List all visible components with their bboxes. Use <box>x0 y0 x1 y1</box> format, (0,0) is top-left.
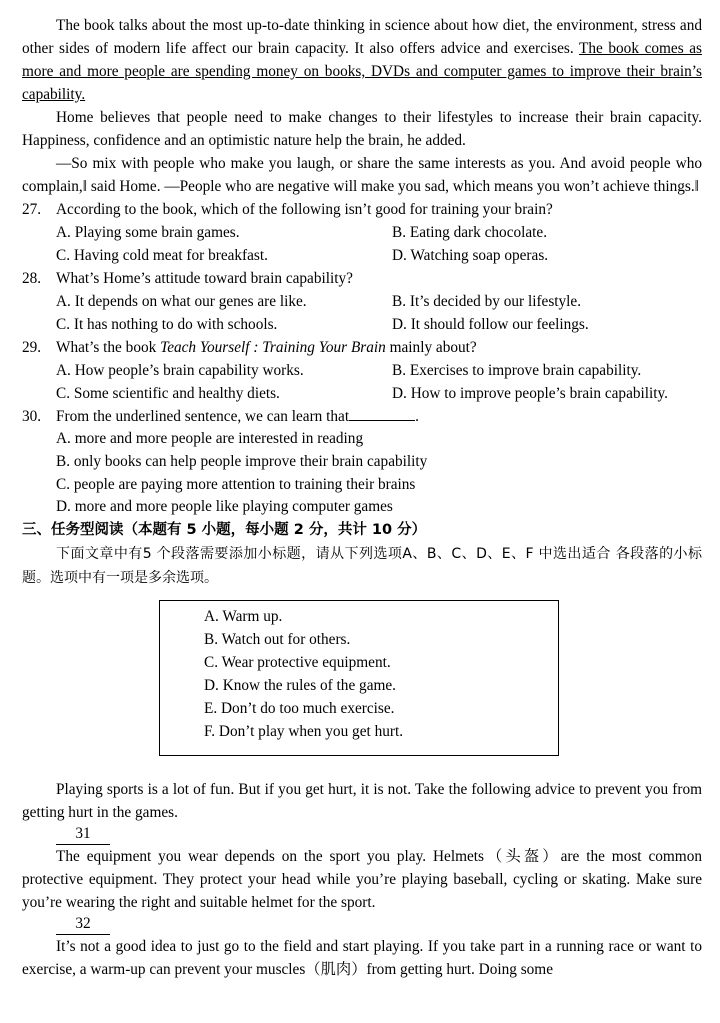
option-c: C. It has nothing to do with schools. <box>56 316 278 333</box>
question-number: 30. <box>22 408 42 425</box>
choice-f: F. Don’t play when you get hurt. <box>204 723 404 741</box>
document-page <box>22 14 702 981</box>
underlined-sentence: The book comes as more and more people are spending money on books, DVDs and computer games to improve their brain’s capability. <box>22 40 702 103</box>
option-a: A. more and more people are interested in reading <box>56 430 364 447</box>
question-28 <box>22 267 702 290</box>
question-27 <box>22 198 702 221</box>
question-stem: What’s Home’s attitude toward brain capability? <box>56 270 353 287</box>
passage2-intro: Playing sports is a lot of fun. But if you get hurt, it is not. Take the following advice to prevent you from getting hurt in the games. <box>22 781 702 822</box>
option-d: D. more and more people like playing computer games <box>56 498 393 516</box>
question-stem <box>56 336 477 359</box>
question-27-options <box>22 221 702 267</box>
answer-blank <box>349 406 415 421</box>
option-b: B. only books can help people improve their brain capability <box>56 452 428 470</box>
question-28-options <box>22 290 702 336</box>
question-stem: According to the book, which of the following isn’t good for training your brain? <box>56 201 553 218</box>
question-29 <box>22 336 702 359</box>
blank-31 <box>22 824 702 845</box>
question-number: 28. <box>22 270 42 287</box>
choice-e: E. Don’t do too much exercise. <box>204 700 395 718</box>
book-title: Teach Yourself : Training Your Brain <box>160 339 386 356</box>
option-a: A. How people’s brain capability works. <box>56 362 304 379</box>
option-c: C. Having cold meat for breakfast. <box>56 247 268 264</box>
section-instruction: 下面文章中有5 个段落需要添加小标题，请从下列选项A、B、C、D、E、F 中选出适合 各段落的小标题。选项中有一项是多余选项。 <box>22 546 702 587</box>
blank-number: 32 <box>56 914 110 935</box>
choice-c: C. Wear protective equipment. <box>204 654 391 672</box>
choice-d: D. Know the rules of the game. <box>204 677 397 695</box>
passage2-paragraph31: The equipment you wear depends on the sport you play. Helmets（头盔）are the most common protective equipment. They protect your head while you’re playing baseball, cycling or skating. Make sure you’re wearing the right and suitable helmet for the sport. <box>22 848 702 912</box>
option-c: C. Some scientific and healthy diets. <box>56 385 280 402</box>
passage1-paragraph2: Home believes that people need to make changes to their lifestyles to increase their brain capacity. Happiness, confidence and an optimistic nature help the brain, he added. <box>22 109 702 149</box>
question-stem <box>56 405 419 428</box>
stem-part: What’s the book <box>56 339 161 356</box>
option-d: D. Watching soap operas. <box>392 247 549 264</box>
question-number: 29. <box>22 339 42 356</box>
stem-part: mainly about? <box>385 339 477 356</box>
passage1-paragraph1 <box>22 14 702 106</box>
option-b: B. Exercises to improve brain capability. <box>392 362 642 379</box>
option-d: D. How to improve people’s brain capability. <box>392 385 668 402</box>
blank-32 <box>22 914 702 935</box>
option-b: B. Eating dark chocolate. <box>392 224 548 241</box>
passage2-paragraph32: It’s not a good idea to just go to the field and start playing. If you take part in a running race or want to exercise, a warm-up can prevent your muscles（肌肉）from getting hurt. Doing some <box>22 938 702 979</box>
passage1-paragraph3: ―So mix with people who make you laugh, or share the same interests as you. And avoid people who complain,‖ said Home. ―People who are negative will make you sad, which means you won’t achieve things.‖ <box>22 155 702 195</box>
passage1-text: The book talks about the most up-to-date thinking in science about how diet, the environment, stress and other sides of modern life affect our brain capacity. It also offers advice and exercises. <box>22 17 702 57</box>
option-b: B. It’s decided by our lifestyle. <box>392 293 582 310</box>
choice-b: B. Watch out for others. <box>204 631 351 649</box>
stem-part: From the underlined sentence, we can learn that <box>56 408 350 425</box>
stem-end: . <box>415 408 419 425</box>
option-a: A. Playing some brain games. <box>56 224 240 241</box>
question-29-options <box>22 359 702 405</box>
option-a: A. It depends on what our genes are like. <box>56 293 307 310</box>
choices-box <box>159 600 559 756</box>
section-heading: 三、任务型阅读（本题有 5 小题，每小题 2 分，共计 10 分） <box>22 522 427 539</box>
option-d: D. It should follow our feelings. <box>392 316 589 333</box>
question-30 <box>22 405 702 428</box>
option-c: C. people are paying more attention to training their brains <box>56 475 416 493</box>
question-number: 27. <box>22 201 42 218</box>
blank-number: 31 <box>56 824 110 845</box>
choice-a: A. Warm up. <box>204 608 283 626</box>
